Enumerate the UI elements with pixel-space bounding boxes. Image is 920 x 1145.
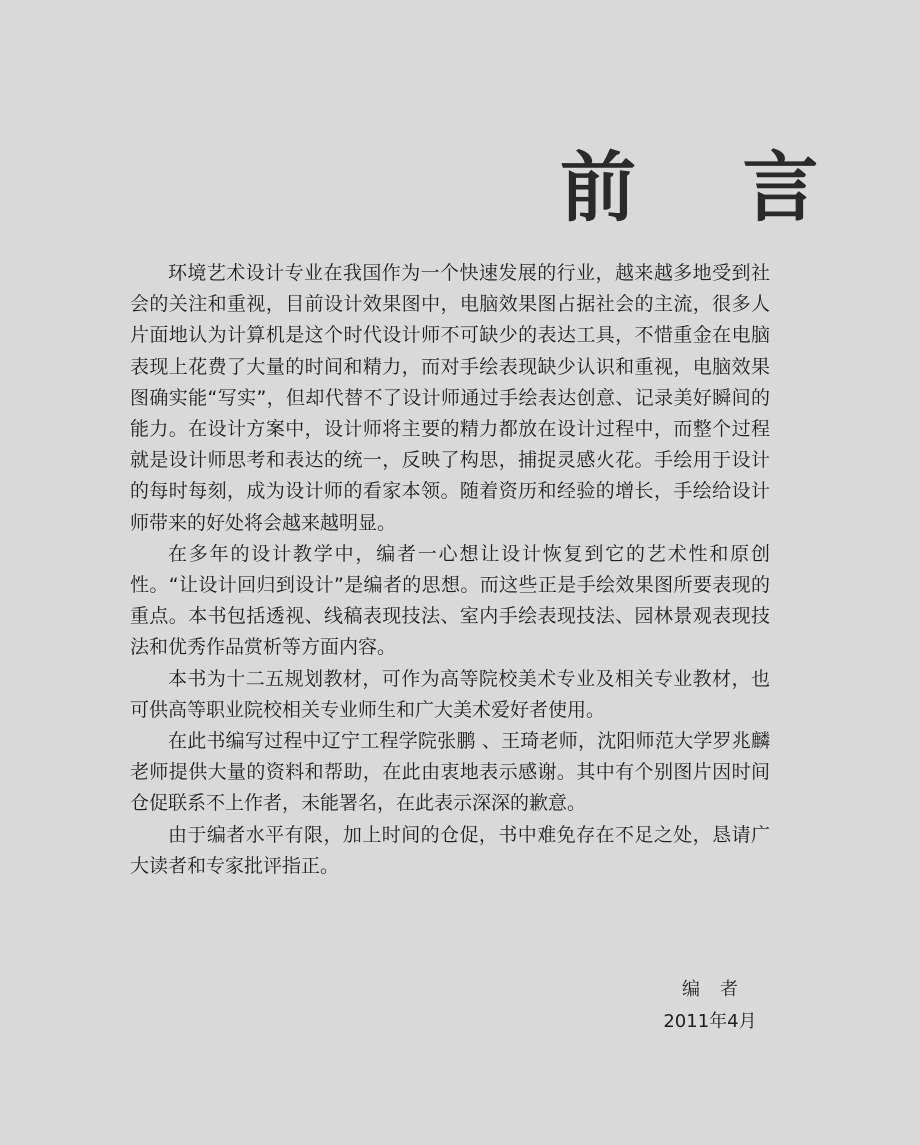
page-title: 前 言 (560, 142, 859, 232)
signature-date: 2011年4月 (663, 1011, 757, 1032)
preface-body (130, 258, 770, 882)
paragraph-5: 由于编者水平有限，加上时间的仓促，书中难免存在不足之处，恳请广大读者和专家批评指正。 (130, 823, 770, 877)
paragraph-2: 在多年的设计教学中，编者一心想让设计恢复到它的艺术性和原创性。“让设计回归到设计”是编者的思想。而这些正是手绘效果图所要表现的重点。本书包括透视、线稿表现技法、室内手绘表现技法、园林景观表现技法和优秀作品赏析等方面内容。 (130, 542, 770, 659)
signature-author: 编者 (682, 979, 758, 1000)
paragraph-1: 环境艺术设计专业在我国作为一个快速发展的行业，越来越多地受到社会的关注和重视，目前设计效果图中，电脑效果图占据社会的主流，很多人片面地认为计算机是这个时代设计师不可缺少的表达工具，不惜重金在电脑表现上花费了大量的时间和精力，而对手绘表现缺少认识和重视，电脑效果图确实能“写实”，但却代替不了设计师通过手绘表达创意、记录美好瞬间的能力。在设计方案中，设计师将主要的精力都放在设计过程中，而整个过程就是设计师思考和表达的统一，反映了构思，捕捉灵感火花。手绘用于设计的每时每刻，成为设计师的看家本领。随着资历和经验的增长，手绘给设计师带来的好处将会越来越明显。 (130, 262, 770, 534)
paragraph-4: 在此书编写过程中辽宁工程学院张鹏 、王琦老师，沈阳师范大学罗兆麟老师提供大量的资料和帮助，在此由衷地表示感谢。其中有个别图片因时间仓促联系不上作者，未能署名，在此表示深深的歉意。 (130, 730, 770, 815)
paragraph-3: 本书为十二五规划教材，可作为高等院校美术专业及相关专业教材，也可供高等职业院校相关专业师生和广大美术爱好者使用。 (130, 667, 770, 721)
signature-block (650, 975, 770, 1037)
